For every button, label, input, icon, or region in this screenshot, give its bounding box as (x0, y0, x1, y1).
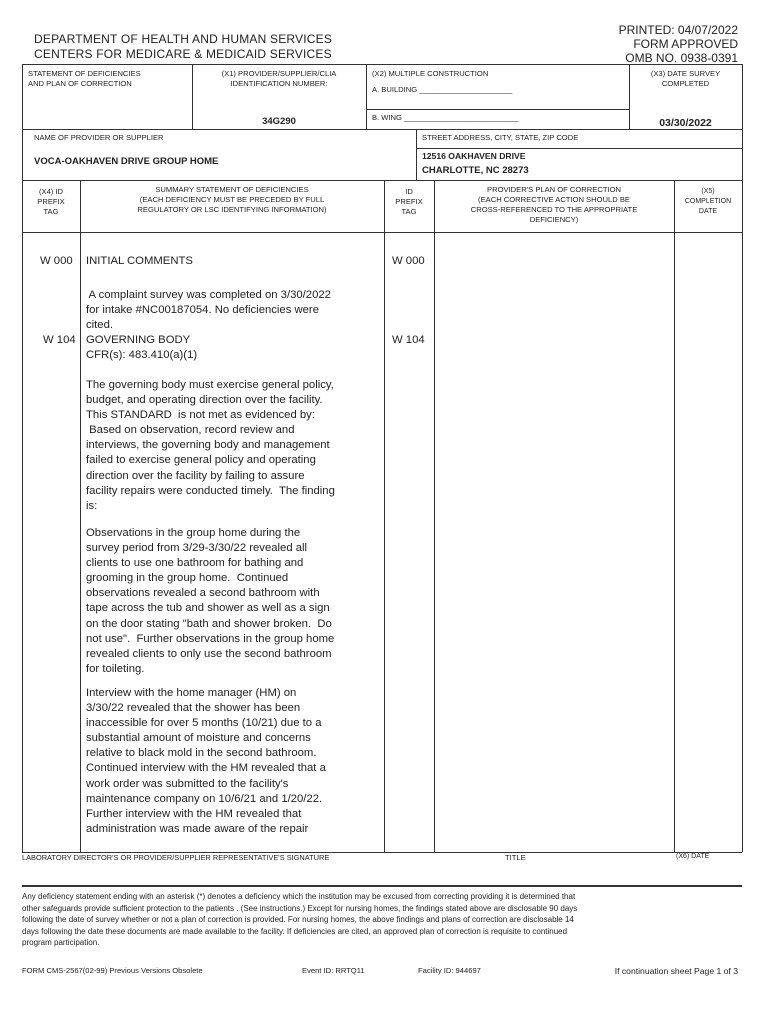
para-line: budget, and operating direction over the facility. (86, 394, 323, 407)
para-line: facility repairs were conducted timely. The finding (86, 484, 335, 497)
box-left-border (22, 64, 23, 852)
id-header (384, 187, 434, 217)
x4-header (22, 187, 80, 217)
para-line: The governing body must exercise general policy, (86, 379, 334, 391)
para-line: Interview with the home manager (HM) on (86, 687, 297, 699)
deficiency-notice (22, 891, 742, 949)
x4-header-line3: TAG (43, 207, 59, 216)
para-line: on the door stating "bath and shower broken. Do (86, 617, 332, 630)
notice-line: days following the date these documents are made available to the facility. If deficiencies are cited, an approved plan of correction is requisite to continued (22, 926, 568, 936)
para-line: tape across the tub and shower as well as a sign (86, 602, 330, 615)
para-line: is: (86, 499, 98, 512)
event-id: Event ID: RRTQ11 (302, 966, 365, 975)
plan-header (434, 185, 674, 225)
para-line: Further interview with the HM revealed that (86, 807, 302, 820)
x3-label-line1: (X3) DATE SURVEY (650, 69, 721, 78)
omb-number: OMB NO. 0938-0391 (625, 51, 738, 65)
summary-col-line (384, 180, 385, 852)
notice-line: following the date of survey whether or not a plan of correction is provided. For nursing homes, the above findings and plans of correction are disclosable 14 (22, 915, 574, 925)
governing-body-cfr: CFR(s): 483.410(a)(1) (86, 349, 198, 362)
para-line: administration was made aware of the repair (86, 822, 309, 835)
centers-name: CENTERS FOR MEDICARE & MEDICAID SERVICES (34, 47, 332, 61)
x5-header-line1: (X5) (701, 188, 715, 195)
para-line: direction over the facility by failing to assure (86, 469, 305, 482)
initial-comments-title: INITIAL COMMENTS (86, 255, 193, 267)
finding-paragraph-3 (86, 686, 382, 837)
title-label: TITLE (505, 853, 526, 862)
x5-header-line2: COMPLETION (684, 198, 732, 205)
department-name: DEPARTMENT OF HEALTH AND HUMAN SERVICES (34, 32, 333, 46)
address-street: 12516 OAKHAVEN DRIVE (422, 151, 526, 161)
id-header-line3: TAG (401, 207, 417, 216)
x3-survey-date: 03/30/2022 (659, 117, 712, 129)
statement-label-line2: AND PLAN OF CORRECTION (28, 79, 132, 88)
printed-date: PRINTED: 04/07/2022 (618, 23, 738, 37)
finding-paragraph-1 (86, 378, 382, 514)
x2-col-border (366, 64, 367, 129)
id-col-line (434, 180, 435, 852)
para-line: This STANDARD is not met as evidenced by: (86, 409, 315, 422)
address-divider (416, 148, 742, 149)
x1-label (192, 69, 366, 89)
provider-label: NAME OF PROVIDER OR SUPPLIER (34, 133, 164, 142)
para-line: observations revealed a second bathroom with (86, 587, 320, 600)
para-line: survey period from 3/29-3/30/22 revealed all (86, 542, 308, 555)
plan-header-line2: (EACH CORRECTIVE ACTION SHOULD BE (478, 195, 630, 204)
para-line: grooming in the group home. Continued (86, 572, 289, 585)
x3-label (629, 69, 742, 89)
para-line: clients to use one bathroom for bathing and (86, 557, 304, 570)
x1-label-line2: IDENTIFICATION NUMBER: (230, 79, 328, 88)
facility-id: Facility ID: 944697 (418, 966, 481, 975)
id-header-line2: PREFIX (395, 197, 423, 206)
box-divider-1 (22, 129, 742, 130)
summary-header-line3: REGULATORY OR LSC IDENTIFYING INFORMATION) (137, 205, 327, 214)
summary-header-line1: SUMMARY STATEMENT OF DEFICIENCIES (155, 185, 309, 194)
statement-label (28, 69, 141, 89)
summary-header-line2: (EACH DEFICIENCY MUST BE PRECEDED BY FULL (139, 195, 325, 204)
x4-header-line1: (X4) ID (38, 187, 64, 196)
x2-building: A. BUILDING ______________________ (372, 85, 513, 94)
box-right-border (742, 64, 743, 852)
address-label: STREET ADDRESS, CITY, STATE, ZIP CODE (422, 133, 579, 142)
para-line: maintenance company on 10/6/21 and 1/20/22. (86, 792, 323, 805)
agency-header (34, 32, 332, 62)
tag-right-w104: W 104 (392, 334, 425, 346)
box-top-border (22, 64, 742, 65)
page-indicator: If continuation sheet Page 1 of 3 (614, 966, 738, 976)
box-divider-3 (22, 232, 742, 233)
signature-bottom-border (22, 885, 742, 887)
para-line: revealed clients to only use the second bathroom (86, 647, 332, 660)
id-header-line1: ID (405, 187, 413, 196)
tag-left-w104: W 104 (43, 334, 76, 346)
governing-body-title: GOVERNING BODY (86, 334, 191, 346)
finding-paragraph-2 (86, 526, 382, 677)
governing-body-block (86, 333, 197, 363)
para-line: Based on observation, record review and (86, 424, 295, 437)
form-number: FORM CMS-2567(02-99) Previous Versions Obsolete (22, 966, 203, 975)
x1-provider-number: 34G290 (262, 116, 296, 127)
plan-col-line (674, 180, 675, 852)
tag-left-w000: W 000 (40, 255, 73, 267)
plan-header-line3: CROSS-REFERENCED TO THE APPROPRIATE (470, 205, 638, 214)
summary-header (80, 185, 384, 215)
notice-line: program participation. (22, 938, 100, 948)
para-line: Continued interview with the HM revealed that a (86, 762, 326, 775)
para-line: relative to black mold in the second bathroom. (86, 747, 317, 760)
plan-header-line1: PROVIDER'S PLAN OF CORRECTION (487, 185, 621, 194)
para-line: substantial amount of moisture and concerns (86, 732, 311, 745)
notice-line: Any deficiency statement ending with an asterisk (*) denotes a deficiency which the institution may be excused from correcting providing it is determined that (22, 892, 576, 901)
x2-wing: B. WING ___________________________ (372, 113, 519, 122)
plan-header-line4: DEFICIENCY) (529, 215, 579, 224)
x4-col-line (80, 180, 81, 852)
address-city: CHARLOTTE, NC 28273 (422, 165, 529, 176)
statement-label-line1: STATEMENT OF DEFICIENCIES (28, 69, 141, 78)
x6-date-label: (X6) DATE (676, 853, 710, 860)
para-line: interviews, the governing body and management (86, 439, 330, 452)
para-line: work order was submitted to the facility's (86, 777, 289, 790)
tag-right-w000: W 000 (392, 255, 425, 267)
notice-line: other safeguards provide sufficient protection to the patients . (See instructions.) Except for nursing homes, the findings stated above are disclosable 90 days (22, 903, 578, 913)
x5-header-line3: DATE (698, 208, 718, 215)
complaint-line: cited. (86, 319, 114, 332)
complaint-text (86, 288, 382, 333)
provider-address-border (416, 129, 417, 180)
para-line: failed to exercise general policy and operating (86, 454, 316, 467)
building-wing-divider (366, 109, 629, 110)
x5-header (674, 187, 742, 217)
x4-header-line2: PREFIX (37, 197, 65, 206)
form-approval-block (619, 23, 738, 65)
x1-label-line1: (X1) PROVIDER/SUPPLIER/CLIA (221, 69, 337, 78)
signature-label: LABORATORY DIRECTOR'S OR PROVIDER/SUPPLIER REPRESENTATIVE'S SIGNATURE (22, 853, 330, 862)
provider-name: VOCA-OAKHAVEN DRIVE GROUP HOME (34, 156, 219, 167)
box-divider-2 (22, 180, 742, 181)
form-approved-label: FORM APPROVED (633, 37, 738, 51)
para-line: Observations in the group home during the (86, 527, 301, 539)
complaint-line: A complaint survey was completed on 3/30/2022 (86, 289, 331, 301)
para-line: 3/30/22 revealed that the shower has been (86, 702, 301, 715)
complaint-line: for intake #NC00187054. No deficiencies were (86, 304, 319, 317)
para-line: inaccessible for over 5 months (10/21) due to a (86, 717, 322, 730)
x2-label: (X2) MULTIPLE CONSTRUCTION (372, 69, 489, 78)
para-line: not use". Further observations in the group home (86, 632, 335, 645)
para-line: for toileting. (86, 662, 145, 675)
x3-label-line2: COMPLETED (661, 79, 710, 88)
